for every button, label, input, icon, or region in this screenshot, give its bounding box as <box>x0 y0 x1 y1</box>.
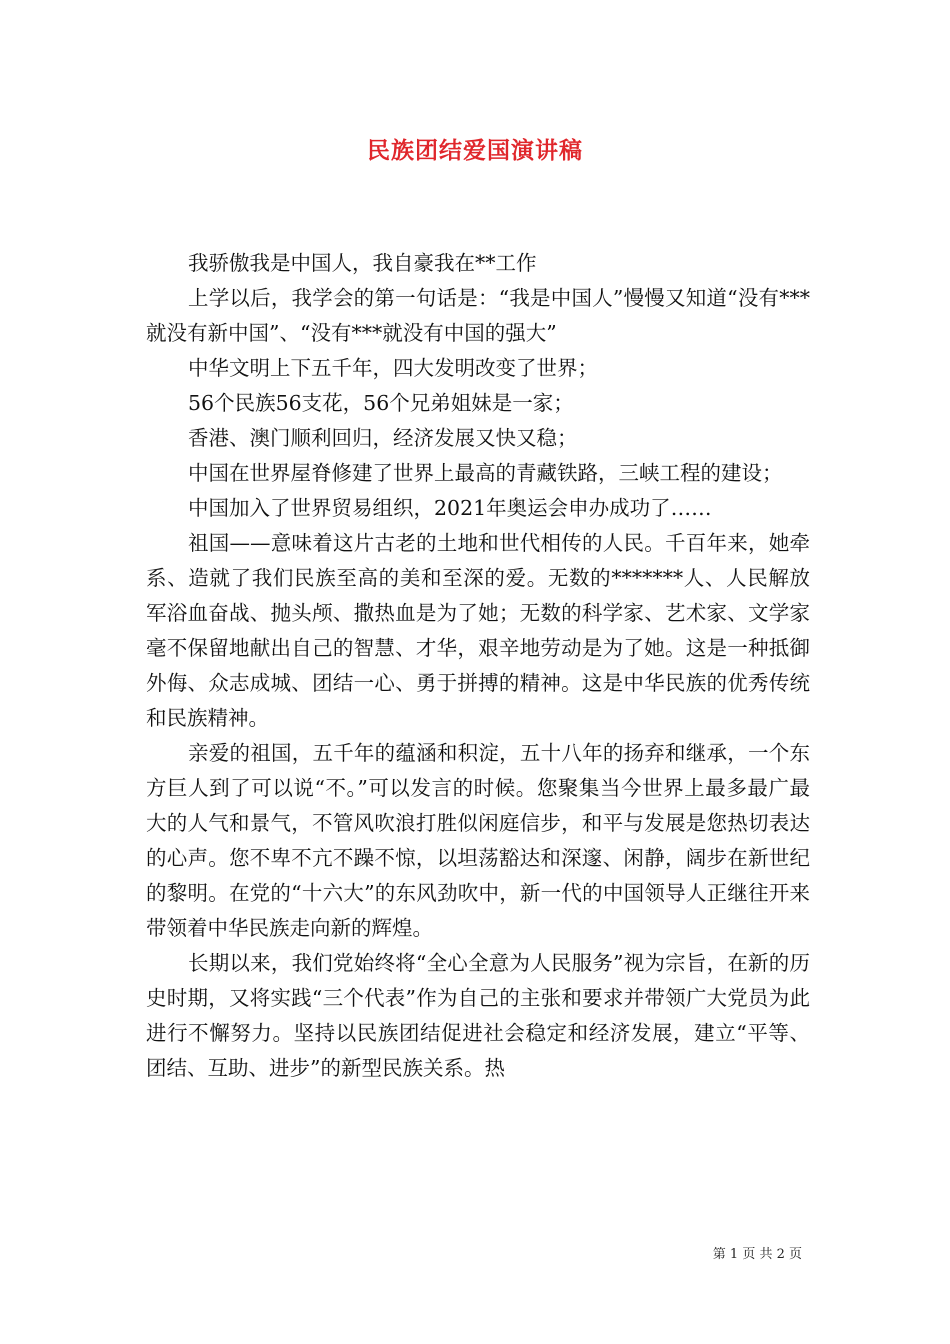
document-body <box>146 246 810 1086</box>
paragraph: 56个民族56支花，56个兄弟姐妹是一家； <box>188 391 574 415</box>
paragraph: 长期以来，我们党始终将“全心全意为人民服务”视为宗旨，在新的历史时期，又将实践“三个代表”作为自己的主张和要求并带领广大党员为此进行不懈努力。坚持以民族团结促进社会稳定和经济发展，建立“平等、团结、互助、进步”的新型民族关系。热 <box>146 951 810 1080</box>
paragraph: 祖国——意味着这片古老的土地和世代相传的人民。千百年来，她牵系、造就了我们民族至高的美和至深的爱。无数的*******人、人民解放军浴血奋战、抛头颅、撒热血是为了她；无数的科学家、艺术家、文学家毫不保留地献出自己的智慧、才华，艰辛地劳动是为了她。这是一种抵御外侮、众志成城、团结一心、勇于拼搏的精神。这是中华民族的优秀传统和民族精神。 <box>146 531 810 730</box>
paragraph: 中国加入了世界贸易组织，2021年奥运会申办成功了…… <box>188 496 712 520</box>
paragraph: 中华文明上下五千年，四大发明改变了世界； <box>188 356 598 380</box>
paragraph: 中国在世界屋脊修建了世界上最高的青藏铁路，三峡工程的建设； <box>188 461 783 485</box>
paragraph: 我骄傲我是中国人，我自豪我在**工作 <box>188 251 537 275</box>
paragraph: 亲爱的祖国，五千年的蕴涵和积淀，五十八年的扬弃和继承，一个东方巨人到了可以说“不。”可以发言的时候。您聚集当今世界上最多最广最大的人气和景气，不管风吹浪打胜似闲庭信步，和平与发展是您热切表达的心声。您不卑不亢不躁不惊，以坦荡豁达和深邃、闲静，阔步在新世纪的黎明。在党的“十六大”的东风劲吹中，新一代的中国领导人正继往开来带领着中华民族走向新的辉煌。 <box>146 741 810 940</box>
paragraph: 上学以后，我学会的第一句话是：“我是中国人”慢慢又知道“没有***就没有新中国”、“没有***就没有中国的强大” <box>146 286 810 345</box>
page-number: 第 1 页 共 2 页 <box>712 1247 802 1262</box>
document-title: 民族团结爱国演讲稿 <box>367 137 583 164</box>
paragraph: 香港、澳门顺利回归，经济发展又快又稳； <box>188 426 578 450</box>
